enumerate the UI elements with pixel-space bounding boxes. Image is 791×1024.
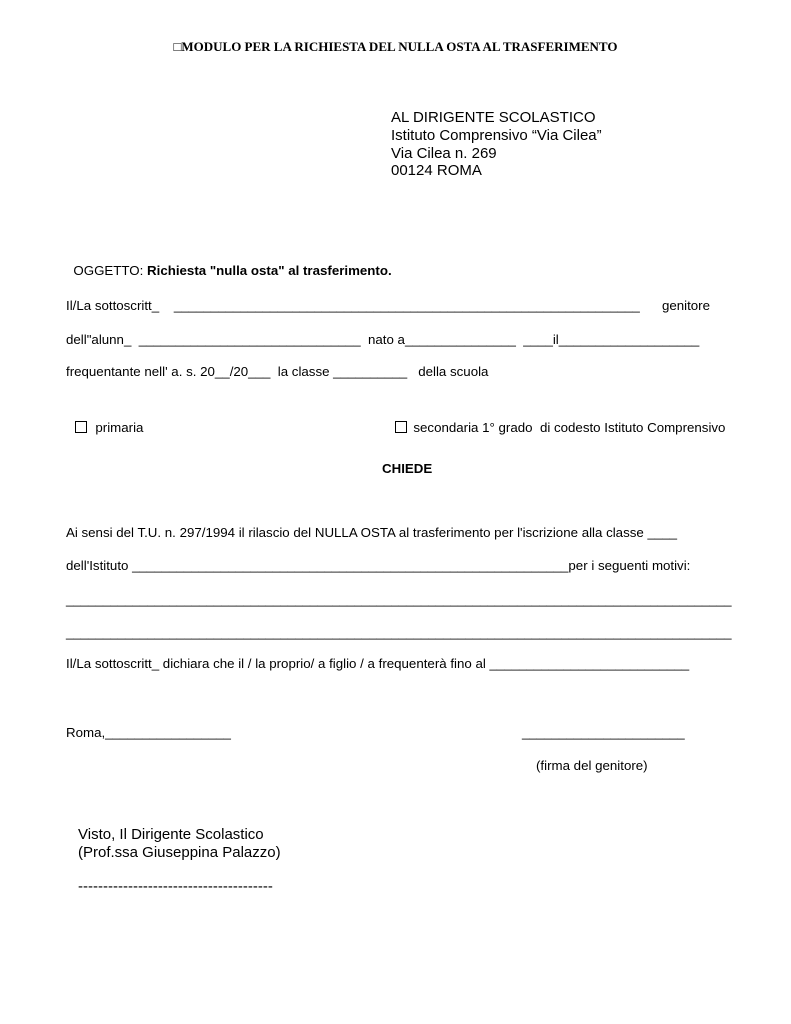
checkbox-secondaria-label: secondaria 1° grado di codesto Istituto Comprensivo xyxy=(413,420,726,436)
recipient-line-3: Via Cilea n. 269 xyxy=(391,145,497,162)
dirigente-name: (Prof.ssa Giuseppina Palazzo) xyxy=(78,844,281,861)
dirigente-signature-line[interactable]: --------------------------------------- xyxy=(78,878,273,895)
checkbox-square-icon xyxy=(395,421,407,433)
field-frequentante[interactable]: frequentante nell' a. s. 20__/20___ la classe __________ della scuola xyxy=(66,364,489,379)
field-place-date[interactable]: Roma,_________________ xyxy=(66,725,231,740)
subject-line xyxy=(66,251,392,278)
field-sottoscritto[interactable]: Il/La sottoscritt_ _______________________________________________________________ genitore xyxy=(66,298,711,313)
field-istituto[interactable]: dell'Istituto ___________________________________________________________per i seguenti motivi: xyxy=(66,558,691,573)
request-heading: CHIEDE xyxy=(382,461,433,476)
recipient-line-2: Istituto Comprensivo “Via Cilea” xyxy=(391,127,602,144)
document-title: □MODULO PER LA RICHIESTA DEL NULLA OSTA AL TRASFERIMENTO xyxy=(173,39,618,54)
subject-text: Richiesta "nulla osta" al trasferimento. xyxy=(147,263,392,279)
field-ai-sensi[interactable]: Ai sensi del T.U. n. 297/1994 il rilascio del NULLA OSTA al trasferimento per l'iscrizione alla classe ____ xyxy=(66,525,678,540)
subject-label: OGGETTO: xyxy=(73,263,148,279)
checkbox-primaria[interactable] xyxy=(68,408,143,435)
checkbox-primaria-label: primaria xyxy=(95,420,144,436)
field-motivi-line-2[interactable]: __________________________________________________________________________________________ xyxy=(66,625,732,640)
field-motivi-line-1[interactable]: __________________________________________________________________________________________ xyxy=(66,592,732,607)
field-alunno[interactable]: dell"alunn_ ______________________________ nato a_______________ ____il___________________ xyxy=(66,332,700,347)
field-firma-genitore[interactable]: ______________________ xyxy=(522,725,685,740)
recipient-line-1: AL DIRIGENTE SCOLASTICO xyxy=(391,109,596,126)
checkbox-square-icon xyxy=(75,421,87,433)
visto-dirigente: Visto, Il Dirigente Scolastico xyxy=(78,826,264,843)
recipient-line-4: 00124 ROMA xyxy=(391,162,482,179)
firma-caption: (firma del genitore) xyxy=(536,758,648,773)
checkbox-secondaria[interactable] xyxy=(388,408,725,435)
field-dichiara[interactable]: Il/La sottoscritt_ dichiara che il / la proprio/ a figlio / a frequenterà fino al ___________________________ xyxy=(66,656,690,671)
